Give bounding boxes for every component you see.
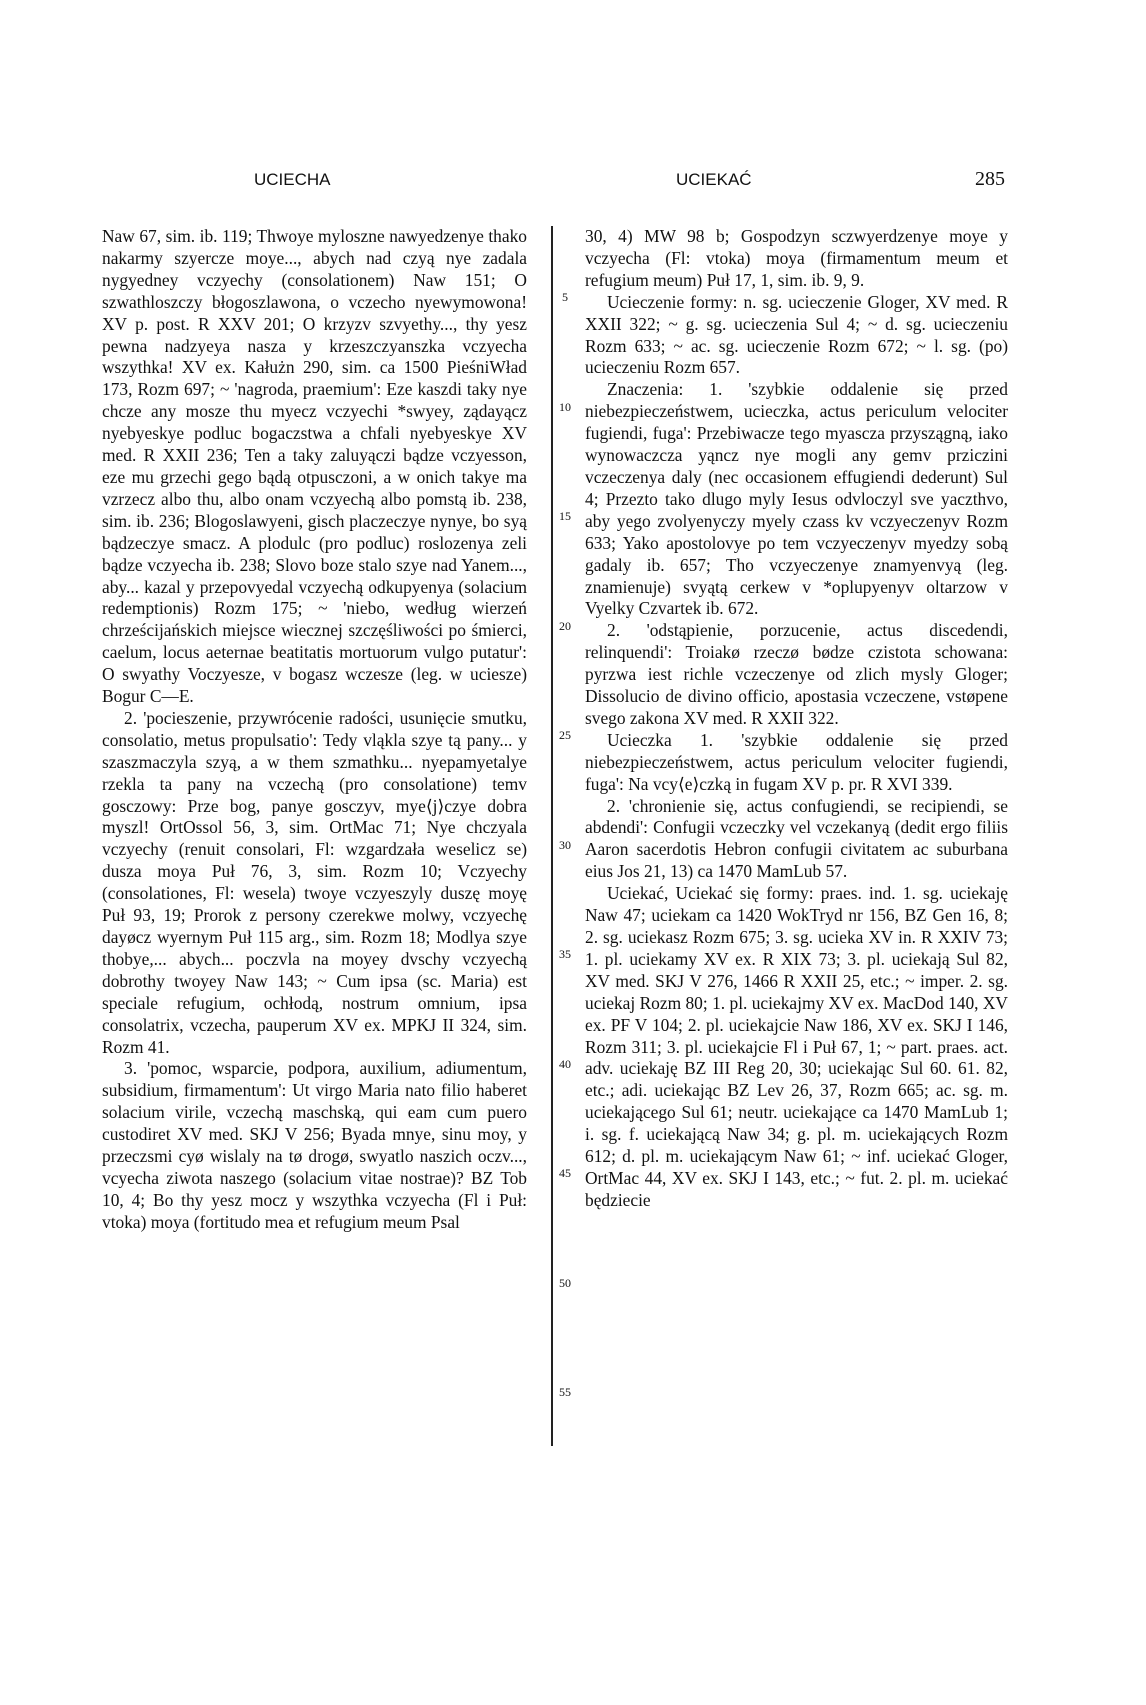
entry-paragraph: 30, 4) MW 98 b; Gospodzyn sczwyerdzenye moye y vczyecha (Fl: vtoka) moya (firmamentum meum et refugium meum) Puł 17, 1, sim. ib. 9, 9. [585, 226, 1008, 290]
running-head-right: UCIEKAĆ [676, 170, 752, 189]
line-number: 5 [562, 290, 568, 304]
entry-ucieczenie-forms: Ucieczenie formy: n. sg. ucieczenie Gloger, XV med. R XXII 322; ~ g. sg. ucieczenia Sul 4; ~ d. sg. ucieczeniu Rozm 633; ~ ac. sg. ucieczenie Rozm 672; ~ l. sg. (po) ucieczeniu Rozm 657. [585, 291, 1008, 378]
entry-ucieczka-sense-1: Ucieczka 1. 'szybkie oddalenie się przed niebezpieczeństwem, actus periculum velociter fugiendi, fuga': Na vcy⟨e⟩czką in fugam XV p. pr. R XVI 339. [585, 729, 1008, 794]
line-number: 30 [559, 838, 571, 852]
right-column [585, 226, 1008, 1212]
line-number: 35 [559, 947, 571, 961]
entry-ucieczka-sense-2: 2. 'chronienie się, actus confugiendi, se recipiendi, se abdendi': Confugii vczeczky vel vczekanyą (dedit ergo filiis Aaron sacerdotis Hebron confugii civitatem ac suburbana eius Jos 21, 13) ca 1470 MamLub 57. [585, 795, 1008, 882]
line-number: 20 [559, 619, 571, 633]
line-number: 45 [559, 1166, 571, 1180]
sense-paragraph-2: 2. 'pocieszenie, przywrócenie radości, usunięcie smutku, consolatio, metus propulsatio': Tedy vląkla szye tą pany... y szaszmaczyla szyą, a w them szmathku... nyepamyetalye rzekla ta pany na vczechą (pro consolatione) temv gosczowy: Prze bog, panye gosczyv, mye⟨j⟩czye dobra myszl! OrtOssol 56, 3, sim. OrtMac 71; Nye chczyala vczyechy (renuit consolari, Fl: wzgardzała weselicz se) dusza moya Puł 76, 3, sim. Rozm 10; Vczyechy (consolationes, Fl: wesela) twoye vczyeszyly duszę moyę Puł 93, 19; Prorok z persony czerekwe molwy, vczyechę dayøcz wyernym Puł 115 arg., sim. Rozm 18; Modlya szye thobye,... abych... poczvla na moyey dvschy vczyechą dobrothy twoyey Naw 143; ~ Cum ipsa (sc. Maria) est speciale refugium, ochłodą, nostrum omnium, ipsa consolatrix, vczecha, pauperum XV ex. MPKJ II 324, sim. Rozm 41. [102, 707, 527, 1057]
line-number: 50 [559, 1276, 571, 1290]
entry-paragraph: Naw 67, sim. ib. 119; Thwoye myloszne nawyedzenye thako nakarmy szyercze moye..., abych nad czyą nye zadala nygyedney vczyechy (consolationem) Naw 151; O szwathloszczy błogoszlawona, o vczecho nyewymowona! XV p. post. R XXV 201; O krzyzv szvyethy..., thy yesz pewna nadzyeya nasza y krzeszczyanszka vczyecha wszythka! XV ex. Kałużn 290, sim. ca 1500 PieśniWład 173, Rozm 697; ~ 'nagroda, praemium': Eze kaszdi taky nye chcze any mosze thu myecz vczyechi *swyey, ządayącz nyebyeskye podluc bogaczstwa a chfali nyebyeskye XV med. R XXII 236; Ten a taky zaluyączi bądze vczyesson, eze mu grzechi gego bądą otpusczoni, a w onich takye ma vzrzecz albo thu, albo onam vczyechą albo pomstą ib. 238, sim. ib. 236; Blogoslawyeni, gisch placzeczye nynye, bo syą bądzeczye smacz. A plodulc (pro podluc) roslozenya zeli bądze vczyecha ib. 238; Slovo boze stalo szye nad Yanem..., aby... kazal y przepovyedal vczyechą odkupyenya (solacium redemptionis) Rozm 175; ~ 'niebo, według wierzeń chrześcijańskich miejsce wiecznej szczęśliwości po śmierci, caelum, locus aeternae beatitatis mortuorum vulgo putatur': O swyathy Voczyesze, v bogasz wczesze (leg. w uciesze) Bogur C—E. [102, 226, 527, 707]
sense-paragraph-3: 3. 'pomoc, wsparcie, podpora, auxilium, adiumentum, subsidium, firmamentum': Ut virgo Maria nato filio haberet solacium virile, vczechą maschską, qui eam cum puero custodiret XV med. SKJ V 256; Byada mnye, sinu moy, y przeczsmi cyø wislaly na tø drogø, swyatlo naszich oczv..., vcyecha ziwota naszego (solacium vitae nostrae)? BZ Tob 10, 4; Bo thy yesz mocz y wszythka vczyecha (Fl i Puł: vtoka) moya (fortitudo mea et refugium meum Psal [102, 1058, 527, 1232]
entry-ucieczenie-sense-2: 2. 'odstąpienie, porzucenie, actus discedendi, relinquendi': Troiakø rzeczø bødze czistota schowana: pyrzwa iest richle vczeczenye od zlich mysly Gloger; Dissolucio de divino officio, apostasia vczeczene, vstøpene svego zakona XV med. R XXII 322. [585, 620, 1008, 728]
line-number: 15 [559, 509, 571, 523]
entry-uciekac-forms: Uciekać, Uciekać się formy: praes. ind. 1. sg. uciekaję Naw 47; uciekam ca 1420 WokTryd nr 156, BZ Gen 16, 8; 2. sg. uciekasz Rozm 675; 3. sg. ucieka XV in. R XXIV 73; 1. pl. uciekamy XV ex. R XIX 73; 3. pl. uciekają Sul 82, XV med. SKJ V 276, 1466 R XXII 25, etc.; ~ imper. 2. sg. uciekaj Rozm 80; 1. pl. uciekajmy XV ex. MacDod 140, XV ex. PF V 104; 2. pl. uciekajcie Naw 186, XV ex. SKJ I 146, Rozm 311; 3. pl. uciekajcie Fl i Puł 67, 1; ~ part. praes. act. adv. uciekaję BZ III Reg 20, 30; uciekając Sul 60. 61. 82, etc.; adi. uciekając BZ Lev 26, 37, Rozm 665; ac. sg. m. uciekającego Sul 61; neutr. uciekające ca 1470 MamLub 1; i. sg. f. uciekającą Naw 34; g. pl. m. uciekających Rozm 612; d. pl. m. uciekającym Naw 61; ~ inf. uciekać Gloger, OrtMac 44, XV ex. SKJ I 143, etc.; ~ fut. 2. pl. m. uciekać będziecie [585, 883, 1008, 1210]
left-column [102, 226, 527, 1234]
page-number: 285 [975, 168, 1005, 190]
entry-ucieczenie-sense-1: Znaczenia: 1. 'szybkie oddalenie się przed niebezpieczeństwem, ucieczka, actus periculum velociter fugiendi, fuga': Przebiwacze tego myascza przyszągną, iako wynowaczcza yąncz nye mogli any gemv prziczini vczeczenya daly (nec occasionem effugiendi dederunt) Sul 4; Przezto tako dlugo myly Iesus odvloczyl sve yaczthvo, aby yego zvolyenyczy myely czass kv vczyeczenyv Rozm 633; Yako apostolovye po tem vczyeczenyv myedzy sobą gadaly ib. 657; Tho vczyeczenye znamyenvyą (leg. znamienuje) svyątą cerkew v *oplupyenyv oltarzow v Vyelky Czvartek ib. 672. [585, 379, 1008, 619]
line-number: 55 [559, 1385, 571, 1399]
line-number: 25 [559, 728, 571, 742]
running-head-left: UCIECHA [254, 170, 331, 189]
line-number: 10 [559, 400, 571, 414]
line-number: 40 [559, 1057, 571, 1071]
